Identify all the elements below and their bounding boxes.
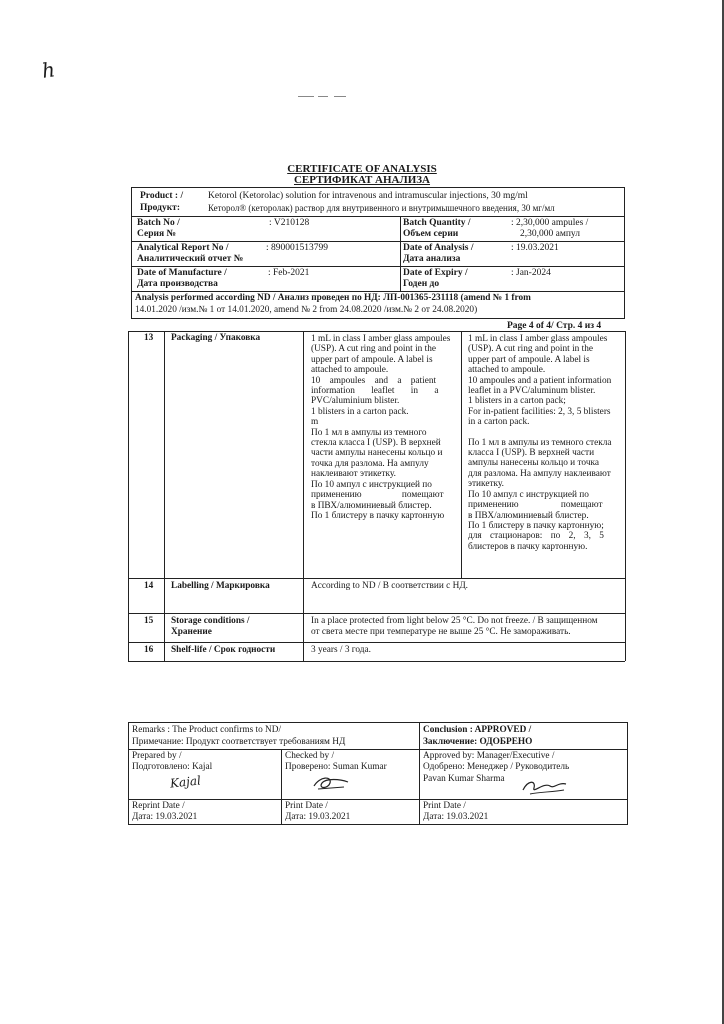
approved-by-role: Одобрено: Менеджер / Руководитель [423,762,570,772]
remarks-line2: Примечание: Продукт соответствует требованиям НД [132,737,346,747]
rule [419,722,420,824]
spec-line: 1 mL in class I amber glass ampoules [311,334,451,344]
spec-line: точка для разлома. На ампулу [311,458,429,469]
row-14-number: 14 [144,581,154,591]
batch-qty-label: Batch Quantity / [403,218,471,228]
batch-no-label: Batch No / [137,218,180,228]
rule [400,216,401,291]
result-line: По 1 мл в ампулы из темного стекла [468,437,612,448]
row-13-result [468,334,622,552]
batch-qty-label-ru: Объем серии [403,229,459,239]
rule [131,291,624,292]
analysis-date-label: Date of Analysis / [403,243,474,253]
spec-line: По 10 ампул с инструкцией по [311,479,432,490]
row-16-number: 16 [144,645,154,655]
result-line: 10 ampoules and a patient information [468,375,612,386]
checked-by-name: Проверено: Suman Kumar [285,762,387,772]
print-date-label: Print Date / [285,801,328,811]
report-label: Analytical Report No / [137,243,229,253]
row-15-value-line1: In a place protected from light below 25 °C. Do not freeze. / В защищенном [311,616,598,626]
result-line: (USP). A cut ring and point in the [468,344,593,355]
spec-line: 10 ampoules and a patient [311,375,437,386]
rule [303,331,304,661]
result-line: этикетку. [468,479,504,490]
spec-line: стекла класса I (USP). В верхней [311,438,441,449]
checked-by-label: Checked by / [285,751,335,761]
rule [461,331,462,578]
batch-qty-value: : 2,30,000 ampules / [511,218,589,228]
rule [128,661,625,662]
result-line: применению помещают [468,500,603,511]
row-16-value: 3 years / 3 года. [311,645,371,655]
spec-line: m [311,417,319,428]
row-13-parameter: Packaging / Упаковка [171,333,261,343]
approved-by-label: Approved by: Manager/Executive / [423,751,555,761]
rule [128,642,625,643]
result-line: leaflet in a PVC/aluminum blister. [468,386,596,397]
prepared-by-name: Подготовлено: Kajal [132,762,213,772]
row-15-parameter-ru: Хранение [171,627,212,637]
rule [625,331,626,661]
result-line: 1 blisters in a carton pack; [468,396,566,407]
prepared-signature: Kajal [169,773,202,791]
analysis-nd-line2: 14.01.2020 /изм.№ 1 от 14.01.2020, amend № 2 from 24.08.2020 /изм.№ 2 от 24.08.2020) [135,305,478,315]
spec-line: части ампулы нанесены кольцо и [311,448,443,459]
spec-line: PVC/aluminium blister. [311,396,400,407]
result-line: класса I (USP). В верхней части [468,448,595,459]
result-line: ампулы нанесены кольцо и точка [468,458,600,469]
result-line: По 10 ампул с инструкцией по [468,489,589,500]
spec-line: в ПВХ/алюминиевый блистер. [311,500,432,511]
spec-line: применению помещают [311,490,444,501]
expiry-value: : Jan-2024 [511,268,551,278]
rule [128,799,627,800]
result-line: в ПВХ/алюминиевый блистер. [468,510,589,521]
rule [131,241,624,242]
top-dash [318,96,328,97]
approved-signature-icon [520,776,570,798]
spec-line: наклеивают этикетку. [311,469,396,480]
rule [128,331,129,661]
batch-no-value: : V210128 [269,218,310,228]
row-13-number: 13 [144,333,154,343]
analysis-date-label-ru: Дата анализа [403,254,461,264]
result-line: attached to ampoule. [468,365,546,376]
prepared-by-label: Prepared by / [132,751,182,761]
row-15-value-line2: от света месте при температуре не выше 25 °C. Не замораживать. [311,627,571,637]
rule [128,331,625,332]
batch-no-label-ru: Серия № [137,229,177,239]
expiry-label-ru: Годен до [403,279,440,289]
spec-line: attached to ampoule. [311,365,389,376]
reprint-date-value: Дата: 19.03.2021 [132,812,198,822]
mfg-label-ru: Дата производства [137,279,218,289]
row-15-parameter-en: Storage conditions / [171,616,250,626]
report-value: : 890001513799 [266,243,329,253]
row-13-specification [311,334,457,521]
print-date-value: Дата: 19.03.2021 [285,812,351,822]
mfg-label: Date of Manufacture / [137,268,227,278]
spec-line: По 1 блистеру в пачку картонную [311,510,445,521]
print-date-label-2: Print Date / [423,801,466,811]
result-line: блистеров в пачку картонную. [468,541,588,552]
spec-line: (USP). A cut ring and point in the [311,344,436,355]
product-label: Product : / [140,191,184,201]
top-dash [334,96,346,97]
result-line: in a carton pack. [468,417,530,428]
spec-line: information leaflet in a [311,386,439,397]
result-line: для разлома. На ампулу наклеивают [468,468,611,479]
conclusion-line1: Conclusion : APPROVED / [423,725,532,735]
report-label-ru: Аналитический отчет № [137,254,244,264]
margin-handwritten-mark: ℎ [40,57,57,83]
rule [131,266,624,267]
batch-qty-value-ru: 2,30,000 ампул [520,229,581,239]
page-label: Page 4 of 4/ Стр. 4 из 4 [507,321,602,331]
rule [128,613,625,614]
reprint-date-label: Reprint Date / [132,801,185,811]
row-14-parameter: Labelling / Маркировка [171,581,270,591]
result-line [468,428,622,438]
product-value-en: Ketorol (Ketorolac) solution for intravenous and intramuscular injections, 30 mg/ml [208,191,528,201]
top-dash [298,96,314,97]
row-15-number: 15 [144,616,154,626]
spec-line: 1 blisters in a carton pack. [311,406,409,417]
product-value-ru: Кеторол® (кеторолак) раствор для внутривенного и внутримышечного введения, 30 мг/мл [208,203,555,213]
analysis-date-value: : 19.03.2021 [511,243,559,253]
analysis-nd-line1: Analysis performed according ND / Анализ проведен по НД: ЛП-001365-231118 (amend № 1 from [135,293,531,303]
remarks-line1: Remarks : The Product confirms to ND/ [132,725,282,735]
expiry-label: Date of Expiry / [403,268,468,278]
spec-line: upper part of ampoule. A label is [311,354,433,365]
product-label-ru: Продукт: [140,203,181,213]
title-ru: СЕРТИФИКАТ АНАЛИЗА [293,174,431,186]
result-line: For in-patient facilities: 2, 3, 5 blisters [468,406,611,417]
row-16-parameter: Shelf-life / Срок годности [171,645,276,655]
rule [128,578,625,579]
mfg-value: : Feb-2021 [268,268,310,278]
print-date-value-2: Дата: 19.03.2021 [423,812,489,822]
checked-signature-icon [310,774,352,792]
result-line: для стационаров: по 2, 3, 5 [468,531,604,542]
rule [128,749,627,750]
conclusion-line2: Заключение: ОДОБРЕНО [423,737,533,747]
result-line: upper part of ampoule. A label is [468,354,590,365]
result-line: 1 mL in class I amber glass ampoules [468,334,608,344]
title-en: CERTIFICATE OF ANALYSIS [287,163,437,175]
approved-by-name: Pavan Kumar Sharma [423,774,505,784]
result-line: По 1 блистеру в пачку картонную; [468,520,604,531]
row-14-value: According to ND / В соответствии с НД. [311,581,468,591]
spec-line: По 1 мл в ампулы из темного [311,427,427,438]
rule [164,331,165,661]
rule [281,749,282,824]
rule [131,216,624,217]
